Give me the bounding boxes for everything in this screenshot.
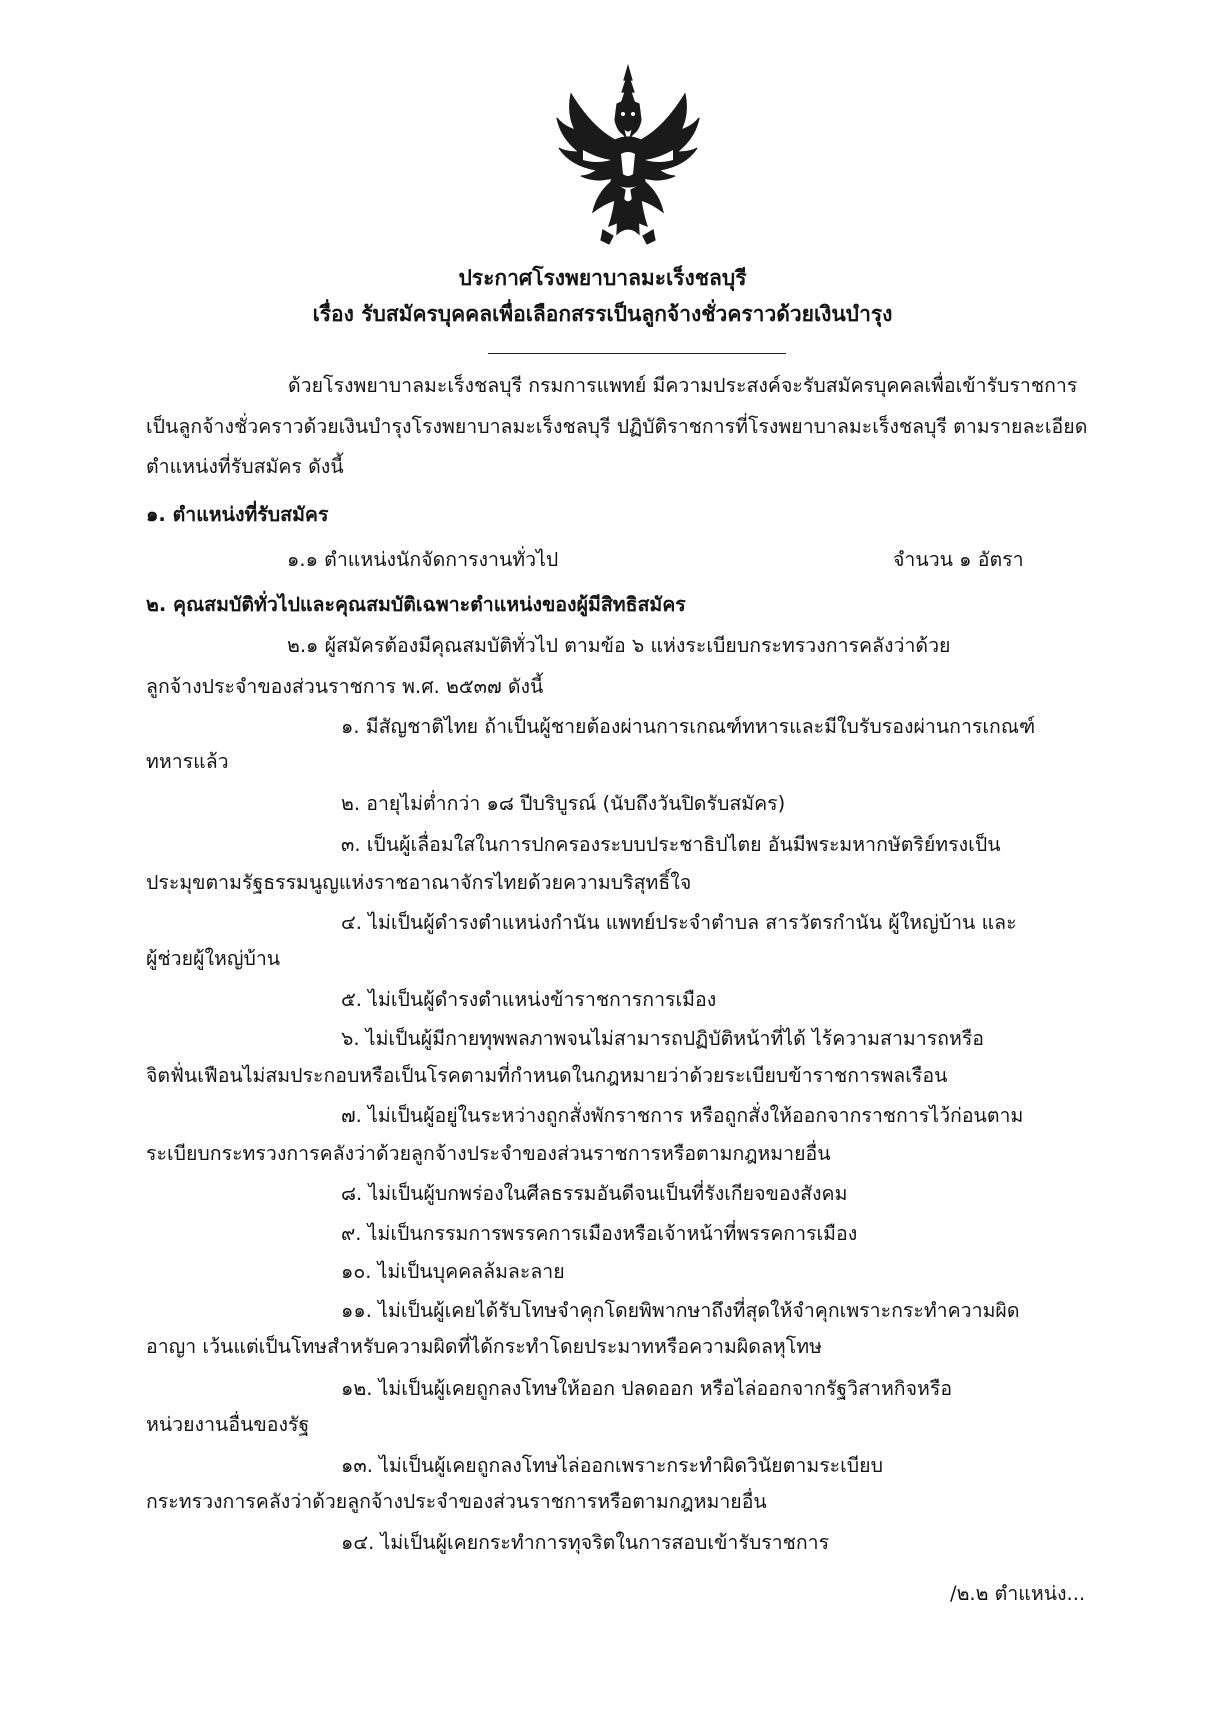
- qualification-item: ๑๓. ไม่เป็นผู้เคยถูกลงโทษไล่ออกเพราะกระทำผิดวินัยตามระเบียบ: [341, 1454, 883, 1477]
- qualification-item-cont: ระเบียบกระทรวงการคลังว่าด้วยลูกจ้างประจำของส่วนราชการหรือตามกฎหมายอื่น: [146, 1142, 831, 1165]
- position-title: ๑.๑ ตำแหน่งนักจัดการงานทั่วไป: [287, 548, 559, 571]
- qualification-item: ๓. เป็นผู้เลื่อมใสในการปกครองระบบประชาธิปไตย อันมีพระมหากษัตริย์ทรงเป็น: [341, 833, 1001, 856]
- qualification-item: ๖. ไม่เป็นผู้มีกายทุพพลภาพจนไม่สามารถปฏิบัติหน้าที่ได้ ไร้ความสามารถหรือ: [341, 1027, 985, 1050]
- garuda-emblem-icon: [553, 64, 703, 246]
- qualification-item-cont: ประมุขตามรัฐธรรมนูญแห่งราชอาณาจักรไทยด้วยความบริสุทธิ์ใจ: [146, 871, 692, 894]
- qualification-item: ๑. มีสัญชาติไทย ถ้าเป็นผู้ชายต้องผ่านการเกณฑ์ทหารและมีใบรับรองผ่านการเกณฑ์: [341, 715, 1036, 738]
- qualification-item: ๔. ไม่เป็นผู้ดำรงตำแหน่งกำนัน แพทย์ประจำตำบล สารวัตรกำนัน ผู้ใหญ่บ้าน และ: [341, 911, 1017, 934]
- subsection-line: ๒.๑ ผู้สมัครต้องมีคุณสมบัติทั่วไป ตามข้อ ๖ แห่งระเบียบกระทรวงการคลังว่าด้วย: [287, 634, 951, 657]
- qualification-item: ๑๐. ไม่เป็นบุคคลล้มละลาย: [341, 1260, 565, 1283]
- qualification-item-cont: อาญา เว้นแต่เป็นโทษสำหรับความผิดที่ได้กระทำโดยประมาทหรือความผิดลหุโทษ: [146, 1335, 822, 1358]
- intro-line: ตำแหน่งที่รับสมัคร ดังนี้: [146, 455, 344, 478]
- section-heading: ๒. คุณสมบัติทั่วไปและคุณสมบัติเฉพาะตำแหน่งของผู้มีสิทธิสมัคร: [146, 593, 686, 616]
- qualification-item-cont: ทหารแล้ว: [146, 750, 229, 773]
- position-quota: จำนวน ๑ อัตรา: [893, 548, 1024, 571]
- qualification-item: ๗. ไม่เป็นผู้อยู่ในระหว่างถูกสั่งพักราชการ หรือถูกสั่งให้ออกจากราชการไว้ก่อนตาม: [341, 1104, 1024, 1127]
- qualification-item-cont: กระทรวงการคลังว่าด้วยลูกจ้างประจำของส่วนราชการหรือตามกฎหมายอื่น: [146, 1490, 767, 1513]
- continuation-marker: /๒.๒ ตำแหน่ง...: [950, 1582, 1086, 1605]
- qualification-item: ๙. ไม่เป็นกรรมการพรรคการเมืองหรือเจ้าหน้าที่พรรคการเมือง: [341, 1222, 858, 1245]
- subsection-line: ลูกจ้างประจำของส่วนราชการ พ.ศ. ๒๕๓๗ ดังนี้: [146, 675, 544, 698]
- announcement-title: ประกาศโรงพยาบาลมะเร็งชลบุรี: [458, 266, 747, 290]
- qualification-item: ๒. อายุไม่ต่ำกว่า ๑๘ ปีบริบูรณ์ (นับถึงวันปิดรับสมัคร): [341, 792, 786, 815]
- intro-line: ด้วยโรงพยาบาลมะเร็งชลบุรี กรมการแพทย์ มีความประสงค์จะรับสมัครบุคคลเพื่อเข้ารับราชการ: [288, 374, 1078, 397]
- qualification-item: ๘. ไม่เป็นผู้บกพร่องในศีลธรรมอันดีจนเป็นที่รังเกียจของสังคม: [341, 1182, 848, 1205]
- qualification-item: ๑๑. ไม่เป็นผู้เคยได้รับโทษจำคุกโดยพิพากษาถึงที่สุดให้จำคุกเพราะกระทำความผิด: [341, 1299, 1020, 1322]
- qualification-item: ๑๔. ไม่เป็นผู้เคยกระทำการทุจริตในการสอบเข้ารับราชการ: [341, 1531, 830, 1554]
- qualification-item: ๑๒. ไม่เป็นผู้เคยถูกลงโทษให้ออก ปลดออก หรือไล่ออกจากรัฐวิสาหกิจหรือ: [341, 1377, 953, 1400]
- section-heading: ๑. ตำแหน่งที่รับสมัคร: [146, 503, 329, 526]
- qualification-item-cont: ผู้ช่วยผู้ใหญ่บ้าน: [146, 947, 281, 970]
- title-divider: [488, 353, 786, 354]
- qualification-item-cont: หน่วยงานอื่นของรัฐ: [146, 1413, 310, 1436]
- announcement-subject: เรื่อง รับสมัครบุคคลเพื่อเลือกสรรเป็นลูกจ้างชั่วคราวด้วยเงินบำรุง: [312, 302, 893, 326]
- qualification-item: ๕. ไม่เป็นผู้ดำรงตำแหน่งข้าราชการการเมือง: [341, 988, 717, 1011]
- intro-line: เป็นลูกจ้างชั่วคราวด้วยเงินบำรุงโรงพยาบาลมะเร็งชลบุรี ปฏิบัติราชการที่โรงพยาบาลมะเร็งชลบุรี ตามรายละเอียด: [146, 415, 1088, 438]
- qualification-item-cont: จิตฟั่นเฟือนไม่สมประกอบหรือเป็นโรคตามที่กำหนดในกฎหมายว่าด้วยระเบียบข้าราชการพลเรือน: [146, 1064, 948, 1087]
